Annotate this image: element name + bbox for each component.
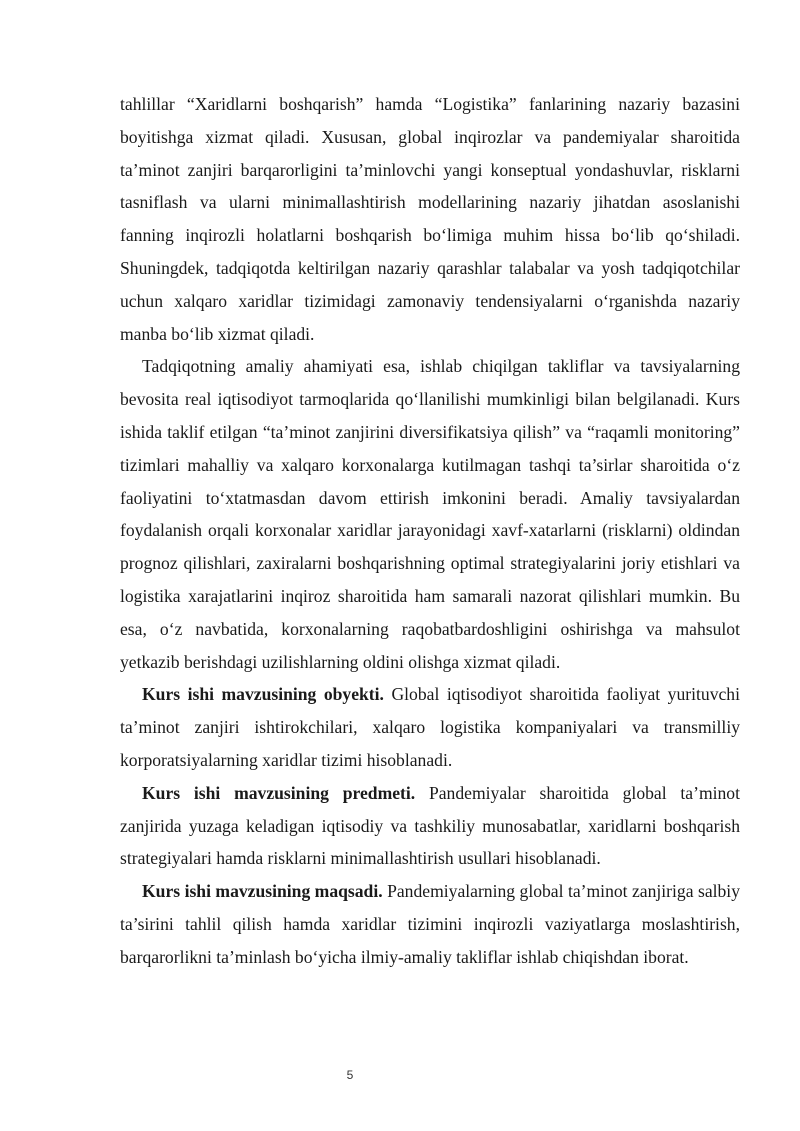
page-number: 5 bbox=[346, 1068, 354, 1082]
paragraph-practical-significance: Tadqiqotning amaliy ahamiyati esa, ishlab chiqilgan takliflar va tavsiyalarning bevosita real iqtisodiyot tarmoqlarida qo‘llanilishi mumkinligi bilan belgilanadi. Kurs ishida taklif etilgan “ta’minot zanjirini diversifikatsiya qilish” va “raqamli monitoring” tizimlari mahalliy va xalqaro korxonalarga kutilmagan tashqi ta’sirlar sharoitida o‘z faoliyatini to‘xtatmasdan davom ettirish imkonini beradi. Amaliy tavsiyalardan foydalanish orqali korxonalar xaridlar jarayonidagi xavf-xatarlarni (risklarni) oldindan prognoz qilishlari, zaxiralarni boshqarishning optimal strategiyalarini joriy etishlari va logistika xarajatlarini inqiroz sharoitida ham samarali nazorat qilishlari mumkin. Bu esa, o‘z navbatida, korxonalarning raqobatbardoshligini oshirishga va mahsulot yetkazib berishdagi uzilishlarning oldini olishga xizmat qiladi. bbox=[120, 356, 740, 672]
object-text: Global iqtisodiyot sharoitida faoliyat yurituvchi ta’minot zanjiri ishtirokchilari, xalqaro logistika kompaniyalari va transmilliy korporatsiyalarning xaridlar tizimi hisoblanadi. bbox=[120, 684, 740, 770]
paragraph-goal bbox=[120, 875, 740, 973]
subject-heading: Kurs ishi mavzusining predmeti. bbox=[142, 782, 416, 803]
paragraph-theoretical-significance: tahlillar “Xaridlarni boshqarish” hamda “Logistika” fanlarining nazariy bazasini boyitishga xizmat qiladi. Xususan, global inqirozlar va pandemiyalar sharoitida ta’minot zanjiri barqarorligini ta’minlovchi yangi konseptual yondashuvlar, risklarni tasniflash va ularni minimallashtirish modellarining nazariy jihatdan asoslanishi fanning inqirozli holatlarni boshqarish bo‘limiga muhim hissa bo‘lib qo‘shiladi. Shuningdek, tadqiqotda keltirilgan nazariy qarashlar talabalar va yosh tadqiqotchilar uchun xalqaro xaridlar tizimidagi zamonaviy tendensiyalarni o‘rganishda nazariy manba bo‘lib xizmat qiladi. bbox=[120, 94, 740, 344]
document-body bbox=[120, 88, 740, 974]
subject-text: Pandemiyalar sharoitida global ta’minot zanjirida yuzaga keladigan iqtisodiy va tashkiliy munosabatlar, xaridlarni boshqarish strategiyalari hamda risklarni minimallashtirish usullari hisoblanadi. bbox=[120, 782, 740, 869]
goal-text: Pandemiyalarning global ta’minot zanjiriga salbiy ta’sirini tahlil qilish hamda xaridlar tizimini inqirozli vaziyatlarga moslashtirish, barqarorlikni ta’minlash bo‘yicha ilmiy-amaliy takliflar ishlab chiqishdan iborat. bbox=[120, 881, 740, 967]
paragraph-subject bbox=[120, 777, 740, 875]
goal-heading: Kurs ishi mavzusining maqsadi. bbox=[142, 881, 383, 902]
paragraph-object bbox=[120, 678, 740, 776]
object-heading: Kurs ishi mavzusining obyekti. bbox=[142, 684, 384, 705]
